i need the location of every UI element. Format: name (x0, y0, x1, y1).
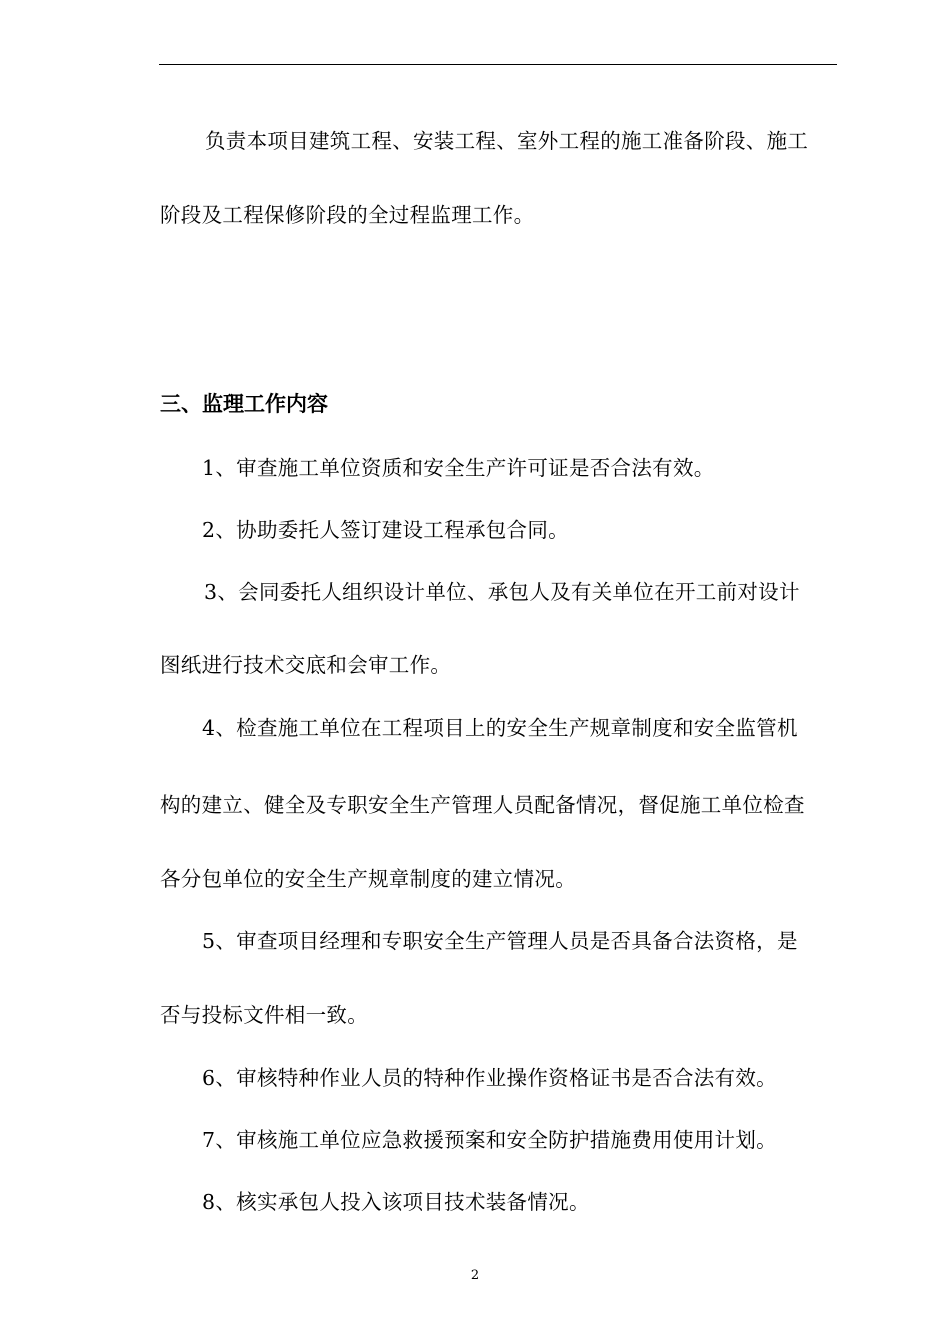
item-2-line-1: 2、协助委托人签订建设工程承包合同。 (202, 518, 569, 542)
item-4-line-1: 4、检查施工单位在工程项目上的安全生产规章制度和安全监管机 (202, 716, 798, 740)
section-heading: 三、监理工作内容 (160, 392, 328, 416)
item-7-line-1: 7、审核施工单位应急救援预案和安全防护措施费用使用计划。 (202, 1128, 777, 1152)
intro-line-1: 负责本项目建筑工程、安装工程、室外工程的施工准备阶段、施工 (205, 129, 809, 153)
item-5-line-1: 5、审查项目经理和专职安全生产管理人员是否具备合法资格，是 (202, 929, 798, 953)
item-5-line-2: 否与投标文件相一致。 (160, 1003, 368, 1027)
item-8-line-1: 8、核实承包人投入该项目技术装备情况。 (202, 1190, 590, 1214)
item-1-line-1: 1、审查施工单位资质和安全生产许可证是否合法有效。 (202, 456, 715, 480)
item-3-line-1: 3、会同委托人组织设计单位、承包人及有关单位在开工前对设计 (204, 580, 800, 604)
header-rule (159, 64, 837, 65)
page-number: 2 (470, 1268, 480, 1283)
item-3-line-2: 图纸进行技术交底和会审工作。 (160, 653, 452, 677)
item-6-line-1: 6、审核特种作业人员的特种作业操作资格证书是否合法有效。 (202, 1066, 777, 1090)
item-4-line-2: 构的建立、健全及专职安全生产管理人员配备情况，督促施工单位检查 (160, 793, 805, 817)
item-4-line-3: 各分包单位的安全生产规章制度的建立情况。 (160, 867, 576, 891)
intro-line-2: 阶段及工程保修阶段的全过程监理工作。 (160, 203, 535, 227)
